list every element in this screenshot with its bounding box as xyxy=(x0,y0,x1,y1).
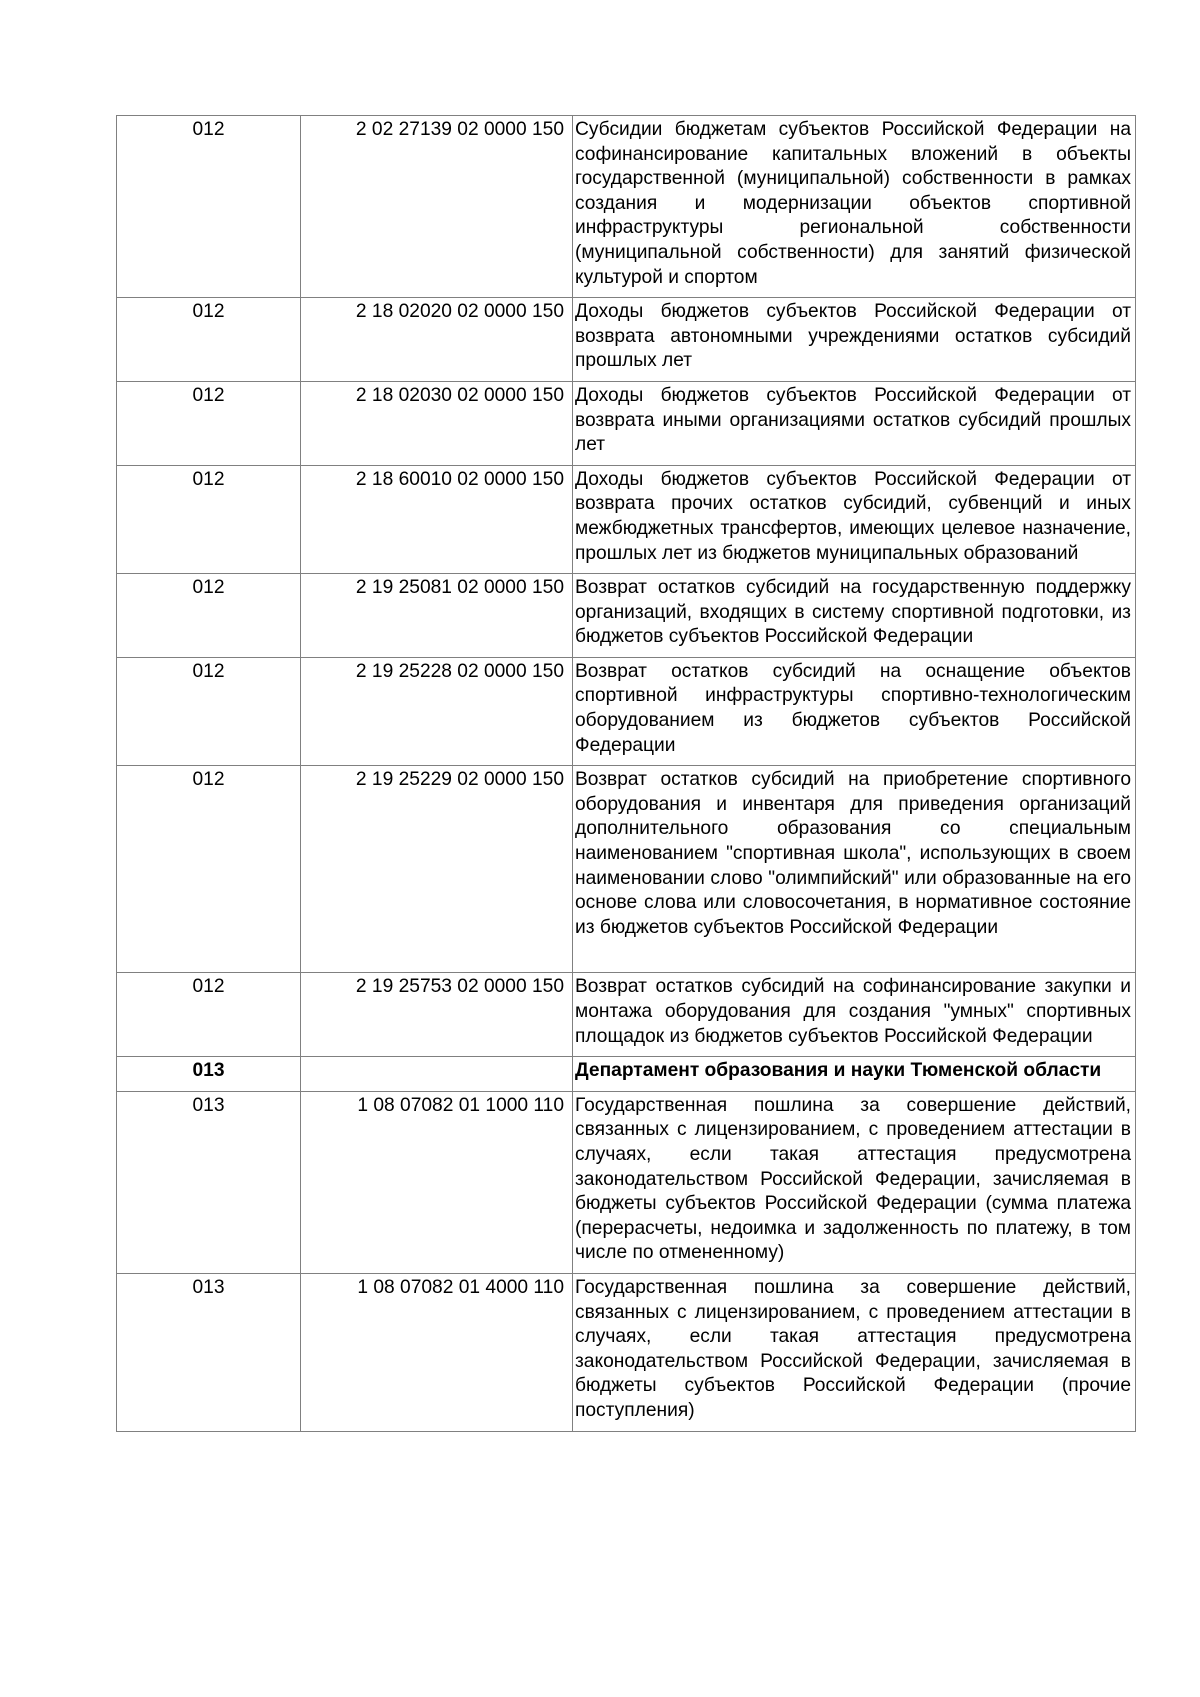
classification-code-cell xyxy=(301,973,573,1057)
admin-code: 012 xyxy=(192,119,225,140)
admin-code: 012 xyxy=(192,468,225,490)
description-cell: Субсидии бюджетам субъектов Российской Федерации на софинансирование капитальных вложений в объекты государственной (муниципальной) собственности в рамках создания и модернизации объектов спортивной инфраструктуры региональной собственности (муниципальной собственности) для занятий физической культурой и спортом xyxy=(573,116,1136,298)
department-name-cell: Департамент образования и науки Тюменской области xyxy=(573,1057,1136,1092)
table-row xyxy=(117,973,1136,1057)
table-row-department-heading xyxy=(117,1057,1136,1092)
admin-code-cell xyxy=(117,574,301,658)
classification-code-cell xyxy=(301,1273,573,1431)
description-cell: Государственная пошлина за совершение действий, связанных с лицензированием, с проведением аттестации в случаях, если такая аттестация предусмотрена законодательством Российской Федерации, зачисляемая в бюджеты субъектов Российской Федерации (сумма платежа (перерасчеты, недоимка и задолженность по платежу, в том числе по отмененному) xyxy=(573,1091,1136,1273)
classification-code-cell xyxy=(301,465,573,573)
admin-code-cell xyxy=(117,298,301,382)
table-row xyxy=(117,574,1136,658)
classification-code: 2 19 25753 02 0000 150 xyxy=(355,976,564,998)
admin-code: 012 xyxy=(192,384,225,406)
classification-code-cell xyxy=(301,116,573,298)
admin-code-cell xyxy=(117,381,301,465)
admin-code-cell xyxy=(117,116,301,298)
admin-code-cell xyxy=(117,1091,301,1273)
table-row xyxy=(117,298,1136,382)
table-row xyxy=(117,381,1136,465)
classification-code-cell xyxy=(301,657,573,765)
classification-code: 2 19 25229 02 0000 150 xyxy=(355,769,564,791)
classification-code-cell xyxy=(301,574,573,658)
description-cell: Возврат остатков субсидий на государственную поддержку организаций, входящих в систему спортивной подготовки, из бюджетов субъектов Российской Федерации xyxy=(573,574,1136,658)
admin-code-cell xyxy=(117,973,301,1057)
admin-code: 012 xyxy=(192,660,225,682)
description-cell: Возврат остатков субсидий на оснащение объектов спортивной инфраструктуры спортивно-технологическим оборудованием из бюджетов субъектов Российской Федерации xyxy=(573,657,1136,765)
classification-code-cell xyxy=(301,381,573,465)
admin-code: 013 xyxy=(192,1060,225,1082)
table-row xyxy=(117,766,1136,973)
description-cell: Доходы бюджетов субъектов Российской Федерации от возврата иными организациями остатков субсидий прошлых лет xyxy=(573,381,1136,465)
admin-code-cell xyxy=(117,465,301,573)
table-row xyxy=(117,116,1136,298)
classification-code: 2 18 02030 02 0000 150 xyxy=(355,384,564,406)
description-cell: Доходы бюджетов субъектов Российской Федерации от возврата прочих остатков субсидий, субвенций и иных межбюджетных трансфертов, имеющих целевое назначение, прошлых лет из бюджетов муниципальных образований xyxy=(573,465,1136,573)
classification-code: 2 02 27139 02 0000 150 xyxy=(355,119,564,140)
classification-code: 2 19 25081 02 0000 150 xyxy=(355,577,564,599)
admin-code-cell xyxy=(117,1057,301,1092)
admin-code-cell xyxy=(117,766,301,973)
description-cell: Возврат остатков субсидий на приобретение спортивного оборудования и инвентаря для приведения организаций дополнительного образования со специальным наименованием "спортивная школа", использующих в своем наименовании слово "олимпийский" или образованные на его основе слова или словосочетания, в нормативное состояние из бюджетов субъектов Российской Федерации xyxy=(573,766,1136,973)
admin-code: 012 xyxy=(192,976,225,998)
admin-code: 012 xyxy=(192,301,225,323)
admin-code: 012 xyxy=(192,769,225,791)
admin-code-cell xyxy=(117,657,301,765)
classification-code-cell xyxy=(301,766,573,973)
admin-code: 012 xyxy=(192,577,225,599)
classification-code-cell xyxy=(301,1091,573,1273)
admin-code: 013 xyxy=(192,1094,225,1116)
classification-code: 1 08 07082 01 1000 110 xyxy=(357,1094,564,1116)
classification-code: 2 18 60010 02 0000 150 xyxy=(355,468,564,490)
classification-code: 2 18 02020 02 0000 150 xyxy=(355,301,564,323)
admin-code-cell xyxy=(117,1273,301,1431)
table-row xyxy=(117,657,1136,765)
table-row xyxy=(117,1091,1136,1273)
description-cell: Доходы бюджетов субъектов Российской Федерации от возврата автономными учреждениями остатков субсидий прошлых лет xyxy=(573,298,1136,382)
classification-code-cell xyxy=(301,1057,573,1092)
table-row xyxy=(117,1273,1136,1431)
classification-code-cell xyxy=(301,298,573,382)
description-cell: Государственная пошлина за совершение действий, связанных с лицензированием, с проведением аттестации в случаях, если такая аттестация предусмотрена законодательством Российской Федерации, зачисляемая в бюджеты субъектов Российской Федерации (прочие поступления) xyxy=(573,1273,1136,1431)
classification-code: 1 08 07082 01 4000 110 xyxy=(357,1276,564,1298)
classification-code: 2 19 25228 02 0000 150 xyxy=(355,660,564,682)
description-cell: Возврат остатков субсидий на софинансирование закупки и монтажа оборудования для создания "умных" спортивных площадок из бюджетов субъектов Российской Федерации xyxy=(573,973,1136,1057)
budget-codes-table xyxy=(116,115,1136,1432)
admin-code: 013 xyxy=(192,1276,225,1298)
table-row xyxy=(117,465,1136,573)
